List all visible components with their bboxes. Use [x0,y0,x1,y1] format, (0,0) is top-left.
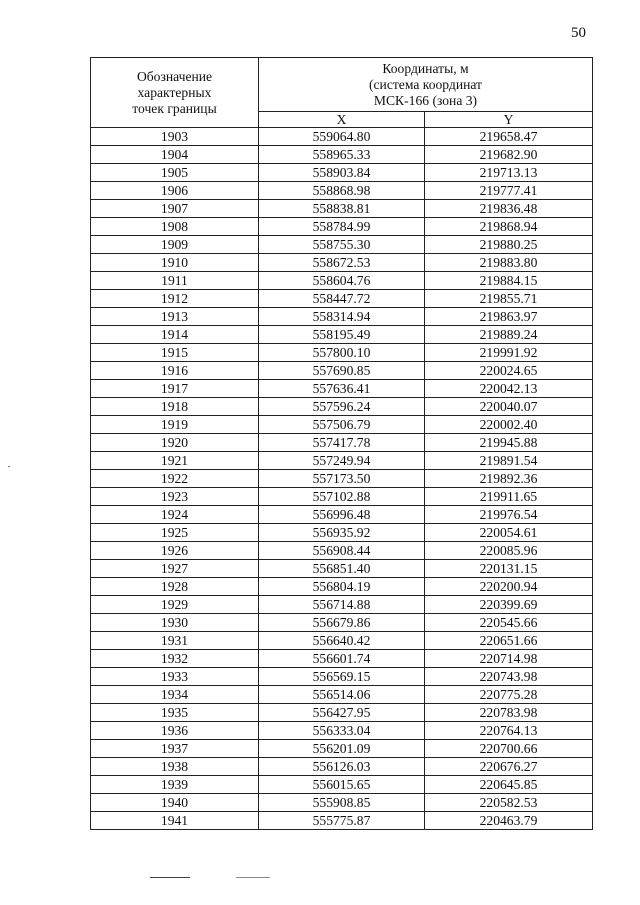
x-cell: 557800.10 [259,344,425,362]
point-cell: 1913 [91,308,259,326]
y-cell: 219880.25 [425,236,593,254]
table-row [91,650,593,668]
footer-line [150,877,190,878]
x-column-header: X [259,112,425,128]
table-row [91,686,593,704]
x-cell: 558868.98 [259,182,425,200]
y-cell: 220024.65 [425,362,593,380]
point-cell: 1932 [91,650,259,668]
point-cell: 1906 [91,182,259,200]
x-cell: 556714.88 [259,596,425,614]
coords-header-line: (система координат [369,76,482,92]
point-cell: 1919 [91,416,259,434]
table-row [91,542,593,560]
x-cell: 556514.06 [259,686,425,704]
y-cell: 220651.66 [425,632,593,650]
point-cell: 1924 [91,506,259,524]
x-cell: 558965.33 [259,146,425,164]
table-row [91,434,593,452]
x-cell: 556804.19 [259,578,425,596]
y-cell: 219892.36 [425,470,593,488]
point-cell: 1933 [91,668,259,686]
x-cell: 556126.03 [259,758,425,776]
table-row [91,236,593,254]
point-header-line: точек границы [132,100,217,116]
point-cell: 1909 [91,236,259,254]
y-cell: 219863.97 [425,308,593,326]
table-row [91,146,593,164]
y-cell: 220131.15 [425,560,593,578]
point-cell: 1912 [91,290,259,308]
point-cell: 1928 [91,578,259,596]
point-cell: 1907 [91,200,259,218]
y-cell: 220582.53 [425,794,593,812]
table-row [91,578,593,596]
table-row [91,668,593,686]
x-cell: 558755.30 [259,236,425,254]
y-cell: 219836.48 [425,200,593,218]
table-row [91,812,593,830]
table-row [91,740,593,758]
x-cell: 557636.41 [259,380,425,398]
x-cell: 556427.95 [259,704,425,722]
x-cell: 557173.50 [259,470,425,488]
table-body [91,128,593,830]
point-cell: 1915 [91,344,259,362]
x-cell: 558903.84 [259,164,425,182]
x-cell: 558604.76 [259,272,425,290]
y-cell: 220040.07 [425,398,593,416]
point-cell: 1916 [91,362,259,380]
y-cell: 220463.79 [425,812,593,830]
point-cell: 1920 [91,434,259,452]
coords-column-header [259,58,593,112]
table-row [91,452,593,470]
point-cell: 1905 [91,164,259,182]
coords-header-line: Координаты, м [382,60,469,76]
table-row [91,488,593,506]
x-cell: 558195.49 [259,326,425,344]
point-cell: 1929 [91,596,259,614]
y-cell: 220054.61 [425,524,593,542]
table-row [91,596,593,614]
point-cell: 1936 [91,722,259,740]
x-cell: 555908.85 [259,794,425,812]
point-cell: 1918 [91,398,259,416]
table-row [91,398,593,416]
y-cell: 219889.24 [425,326,593,344]
x-cell: 556569.15 [259,668,425,686]
x-cell: 556679.86 [259,614,425,632]
y-cell: 220645.85 [425,776,593,794]
table-row [91,776,593,794]
page-number: 50 [571,25,586,41]
table-row [91,758,593,776]
y-column-header: Y [425,112,593,128]
table-row [91,218,593,236]
y-cell: 219658.47 [425,128,593,146]
point-cell: 1911 [91,272,259,290]
y-cell: 220714.98 [425,650,593,668]
point-cell: 1934 [91,686,259,704]
y-cell: 219891.54 [425,452,593,470]
table-row [91,254,593,272]
y-cell: 220764.13 [425,722,593,740]
table-row [91,614,593,632]
x-cell: 555775.87 [259,812,425,830]
table-row [91,272,593,290]
table-row [91,380,593,398]
table-row [91,128,593,146]
table-header [91,58,593,128]
point-cell: 1925 [91,524,259,542]
table-row [91,308,593,326]
y-cell: 220545.66 [425,614,593,632]
x-cell: 557690.85 [259,362,425,380]
point-cell: 1914 [91,326,259,344]
x-cell: 559064.80 [259,128,425,146]
table-row [91,362,593,380]
y-cell: 220399.69 [425,596,593,614]
footer-marks [150,874,310,880]
x-cell: 556908.44 [259,542,425,560]
x-cell: 556640.42 [259,632,425,650]
x-cell: 556851.40 [259,560,425,578]
coordinates-table [90,57,593,830]
x-cell: 557506.79 [259,416,425,434]
y-cell: 220085.96 [425,542,593,560]
point-cell: 1931 [91,632,259,650]
y-cell: 219976.54 [425,506,593,524]
x-cell: 556333.04 [259,722,425,740]
point-cell: 1938 [91,758,259,776]
coords-header-line: МСК-166 (зона 3) [373,92,478,108]
y-cell: 220700.66 [425,740,593,758]
table-row [91,182,593,200]
point-cell: 1939 [91,776,259,794]
table-row [91,722,593,740]
x-cell: 556601.74 [259,650,425,668]
y-cell: 219883.80 [425,254,593,272]
x-cell: 556201.09 [259,740,425,758]
x-cell: 557249.94 [259,452,425,470]
y-cell: 219855.71 [425,290,593,308]
table-row [91,506,593,524]
x-cell: 556935.92 [259,524,425,542]
point-column-header [91,58,259,128]
table-row [91,470,593,488]
table-row [91,704,593,722]
point-cell: 1904 [91,146,259,164]
y-cell: 220783.98 [425,704,593,722]
table-row [91,290,593,308]
x-cell: 557596.24 [259,398,425,416]
point-header-line: Обозначение [136,68,213,84]
y-cell: 219991.92 [425,344,593,362]
y-cell: 220042.13 [425,380,593,398]
scan-speck [8,466,10,467]
x-cell: 557417.78 [259,434,425,452]
table-row [91,326,593,344]
point-cell: 1921 [91,452,259,470]
table-row [91,794,593,812]
point-cell: 1935 [91,704,259,722]
point-header-line: характерных [137,84,212,100]
table-row [91,164,593,182]
x-cell: 558672.53 [259,254,425,272]
x-cell: 556015.65 [259,776,425,794]
y-cell: 220743.98 [425,668,593,686]
table-row [91,560,593,578]
table-row [91,524,593,542]
y-cell: 219713.13 [425,164,593,182]
x-cell: 558447.72 [259,290,425,308]
x-cell: 558314.94 [259,308,425,326]
y-cell: 220200.94 [425,578,593,596]
table-row [91,200,593,218]
footer-line [236,877,270,878]
point-cell: 1941 [91,812,259,830]
x-cell: 558784.99 [259,218,425,236]
x-cell: 557102.88 [259,488,425,506]
y-cell: 219945.88 [425,434,593,452]
point-cell: 1926 [91,542,259,560]
point-cell: 1927 [91,560,259,578]
x-cell: 556996.48 [259,506,425,524]
y-cell: 219911.65 [425,488,593,506]
x-cell: 558838.81 [259,200,425,218]
point-cell: 1940 [91,794,259,812]
table-row [91,416,593,434]
point-cell: 1937 [91,740,259,758]
y-cell: 220002.40 [425,416,593,434]
y-cell: 219777.41 [425,182,593,200]
table-row [91,632,593,650]
point-cell: 1910 [91,254,259,272]
point-cell: 1908 [91,218,259,236]
y-cell: 220775.28 [425,686,593,704]
point-cell: 1903 [91,128,259,146]
y-cell: 219868.94 [425,218,593,236]
y-cell: 219884.15 [425,272,593,290]
y-cell: 219682.90 [425,146,593,164]
point-cell: 1917 [91,380,259,398]
y-cell: 220676.27 [425,758,593,776]
point-cell: 1922 [91,470,259,488]
point-cell: 1930 [91,614,259,632]
table-row [91,344,593,362]
point-cell: 1923 [91,488,259,506]
